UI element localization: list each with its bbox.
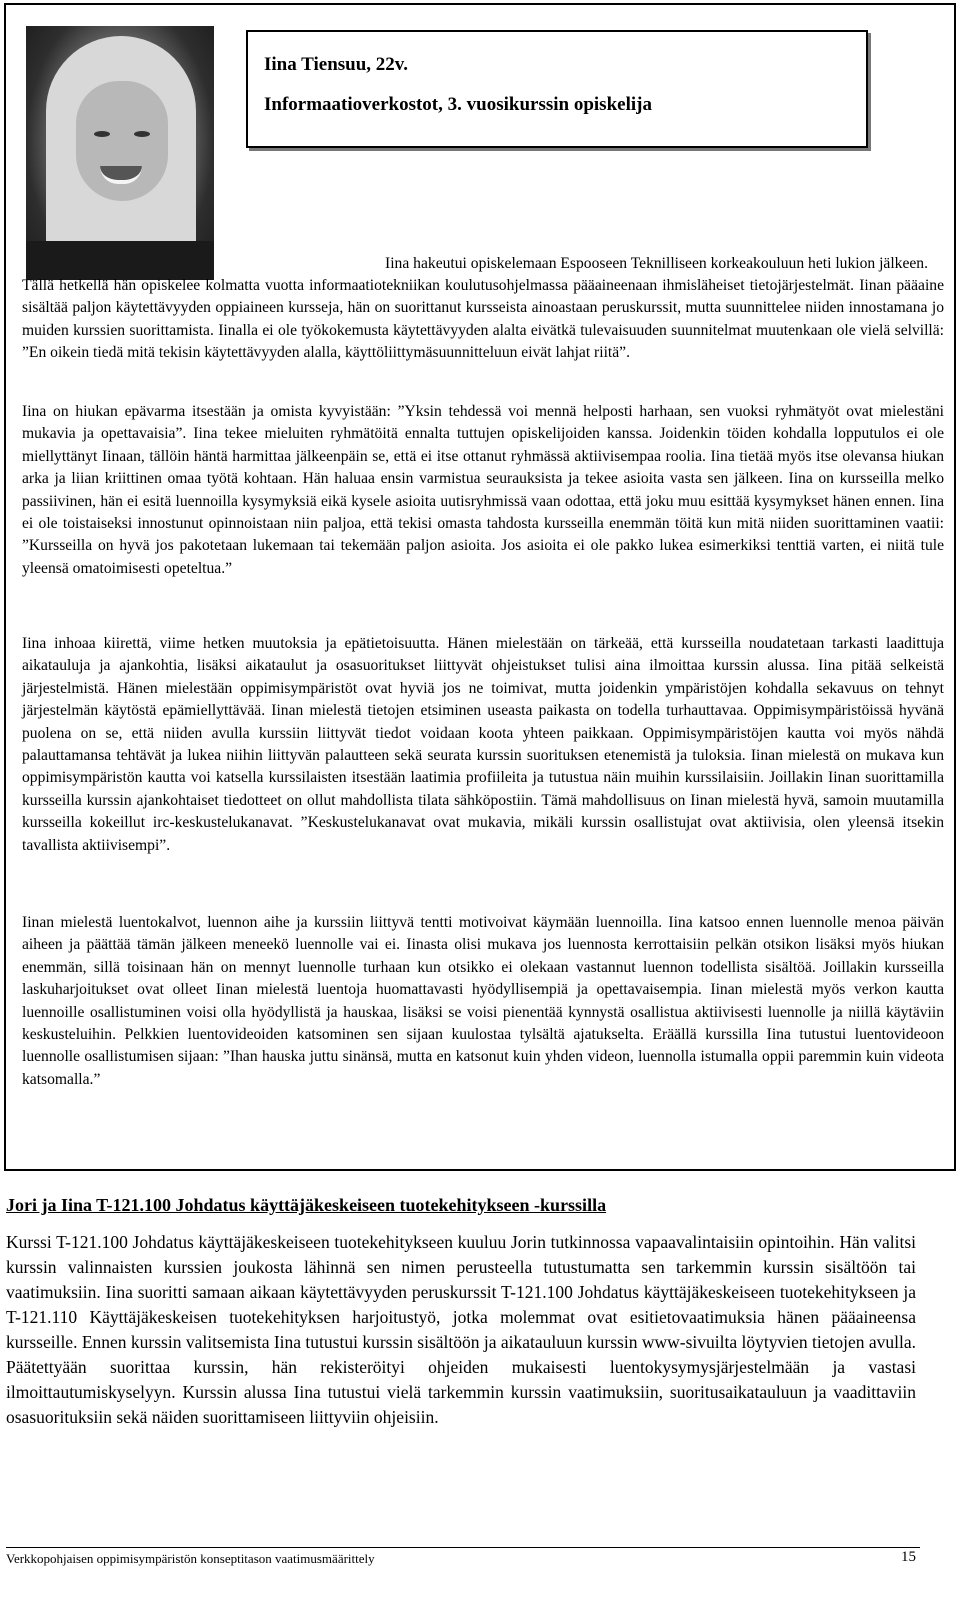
persona-photo bbox=[26, 26, 214, 280]
persona-paragraph-2 bbox=[22, 633, 944, 857]
persona-paragraph-1 bbox=[22, 401, 944, 580]
paragraph: Iina inhoaa kiirettä, viime hetken muutoksia ja epätietoisuutta. Hänen mielestään on tärkeää, että kursseilla noudatetaan tarkasti laadittuja aikatauluja ja ajankohtia, lisäksi aikataulut ja osasuoritukset liittyvät ohjeistukset tulisi aina ilmoittaa kurssin alussa. Iina pitää selkeistä järjestelmistä. Hänen mielestään oppimisympäristöt ovat hyviä jos ne toimivat, mutta joidenkin ympäristöjen kohdalla sekavuus on tehnyt järjestelmän käytöstä epämiellyttävää. Iinan mielestä tietojen etsiminen useasta paikasta on todella turhauttavaa. Oppimisympäristöissä hyvänä puolena on se, että niiden avulla kurssiin liittyvät tiedot voidaan koota yhteen paikkaan. Oppimisympäristöjen kautta voi myös nähdä palauttamansa tehtävät ja lukea niihin liittyvän palautteen sekä seurata kurssin suorituksen etenemistä ja tuloksia. Iinan mielestä on mukava kun oppimisympäristön kautta voi katsella kurssilaisten itsestään laatimia profiileita ja tutustua näin muihin kurssilaisiin. Joillakin Iinan suorittamilla kursseilla kurssin ajankohtaiset tiedotteet on ollut mahdollista tilata sähköpostiin. Tämä mahdollisuus on Iinan mielestä hyvä, samoin muutamilla kursseilla kokeillut irc-keskustelukanavat. ”Keskustelukanavat ovat mukavia, mikäli kurssin osallistujat ovat aktiivisia, olen yleensä itsekin tavallista aktiivisempi”. bbox=[22, 635, 944, 854]
section-heading: Jori ja Iina T-121.100 Johdatus käyttäjäkeskeiseen tuotekehitykseen -kurssilla bbox=[6, 1195, 607, 1215]
persona-role: Informaatioverkostot, 3. vuosikurssin opiskelija bbox=[264, 94, 652, 115]
footer-divider bbox=[6, 1547, 920, 1548]
persona-box bbox=[4, 3, 956, 1171]
paragraph: Iinan mielestä luentokalvot, luennon aihe ja kurssiin liittyvä tentti motivoivat käymään luennoilla. Iina katsoo ennen luennolle menoa päivän aiheen ja päättää tämän jälkeen meneekö luennolle vai ei. Iinasta olisi mukava jos luennosta kerrottaisiin pelkän otsikon lisäksi myös hiukan enemmän, sillä toisinaan hän on mennyt luennolle turhaan kun otsikko ei olekaan vastannut luennon todellista sisältöä. Joillakin kursseilla laskuharjoitukset ovat olleet Iinan mielestä luentoja huomattavasti hyödyllisempiä ja opettavaisempia. Iinan mielestä myös verkon kautta luennoille osallistuminen voisi olla hyödyllistä ja hauskaa, lisäksi se voisi pienentää kynnystä osallistua aktiivisesti luennolle ja niillä käytäviin keskusteluihin. Pelkkien luentovideoiden katsominen sen sijaan kuulostaa tylsältä ajatukselta. Eräällä kurssilla Iina tutustui luentovideoon luennolle osallistumisen sijaan: ”Ihan hauska juttu sinänsä, mutta en katsonut kuin yhden videon, luennolla istumalla oppii paremmin kuin videota katsomalla.” bbox=[22, 914, 944, 1088]
persona-intro-rest: Tällä hetkellä hän opiskelee kolmatta vuotta informaatiotekniikan koulutusohjelmassa pääaineenaan ihmisläheiset tietojärjestelmät. Iinan pääaine sisältää paljon käytettävyyden oppiaineen kursseja, hän on suorittanut kursseista ainoastaan peruskurssit, mutta suunnittelee niiden innostamana jo muiden kurssien suorittamista. Iinalla ei ole työkokemusta käytettävyyden alalta eivätkä tulevaisuuden suunnitelmat muutenkaan ole vielä selvillä: ”En oikein tiedä mitä tekisin käytettävyyden alalla, käyttöliittymäsuunnitteluun eivät lahjat riitä”. bbox=[22, 277, 944, 362]
paragraph: Iina on hiukan epävarma itsestään ja omista kyvyistään: ”Yksin tehdessä voi mennä helposti harhaan, sen vuoksi ryhmätyöt ovat mielestäni mukavia ja opettavaisia”. Iina tekee mieluiten ryhmätöitä ennalta tuttujen opiskelijoiden kanssa. Joidenkin töiden kohdalla lopputulos ei ole miellyttänyt Iinaan, tällöin häntä harmittaa jälkeenpäin se, että ei itse ottanut ryhmässä aktiivisempaa roolia. Iina tietää myös itse olevansa hiukan arka ja liian kriittinen omaa työtä kohtaan. Hän haluaa ensin varmistua seurauksista ja tekee asioita vasta sen jälkeen. Iina on kursseilla melko passiivinen, hän ei esitä luennoilla kysymyksiä eikä kysele asioita uutisryhmissä vaan odottaa, että joku muu esittää kysymykset hänen ennen. Iina ei ole toistaiseksi innostunut opinnoistaan niin paljoa, että tekisi omasta tahdosta kursseilla enemmän töitä kun mitä niiden suorittaminen vaatii: ”Kursseilla on hyvä jos pakotetaan lukemaan tai tekemään paljon asioita. Jos asioita ei ole pakko lukea esimerkiksi tenttiä varten, ei niitä tule yleensä omatoimisesti opeteltua.” bbox=[22, 403, 944, 577]
footer-title: Verkkopohjaisen oppimisympäristön konseptitason vaatimusmäärittely bbox=[6, 1551, 375, 1566]
persona-intro-text bbox=[22, 275, 944, 365]
section-body: Kurssi T-121.100 Johdatus käyttäjäkeskeiseen tuotekehitykseen kuuluu Jorin tutkinnossa vapaavalintaisiin opintoihin. Hän valitsi kurssin valinnaisten kurssien joukosta lähinnä sen nimen perusteella tutustumatta sen tarkemmin kurssin sisältöön tai vaatimuksiin. Iina suoritti samaan aikaan käytettävyyden peruskurssit T-121.100 Johdatus käyttäjäkeskeiseen tuotekehitykseen ja T-121.110 Käyttäjäkeskeisen tuotekehityksen harjoitustyö, jotka molemmat ovat esitietovaatimuksia hänen pääaineensa kursseille. Ennen kurssin valitsemista Iina tutustui kurssin sisältöön ja aikatauluun kurssin www-sivuilta löytyvien tietojen avulla. Päätettyään suorittaa kurssin, hän rekisteröityi ohjeiden mukaisesti luentokysymysjärjestelmään ja vastasi ilmoittautumiskyselyyn. Kurssin alussa Iina tutustui vielä tarkemmin kurssin vaatimuksiin, suoritusaikatauluun ja vaadittaviin osasuorituksiin sekä näiden suorittamiseen liittyviin ohjeisiin. bbox=[6, 1232, 916, 1427]
page-number: 15 bbox=[901, 1549, 916, 1565]
persona-name-card bbox=[246, 30, 868, 148]
persona-paragraph-3 bbox=[22, 912, 944, 1091]
persona-intro-first-line: Iina hakeutui opiskelemaan Espooseen Teknilliseen korkeakouluun heti lukion jälkeen. bbox=[385, 255, 928, 272]
persona-name: Iina Tiensuu, 22v. bbox=[264, 54, 408, 75]
